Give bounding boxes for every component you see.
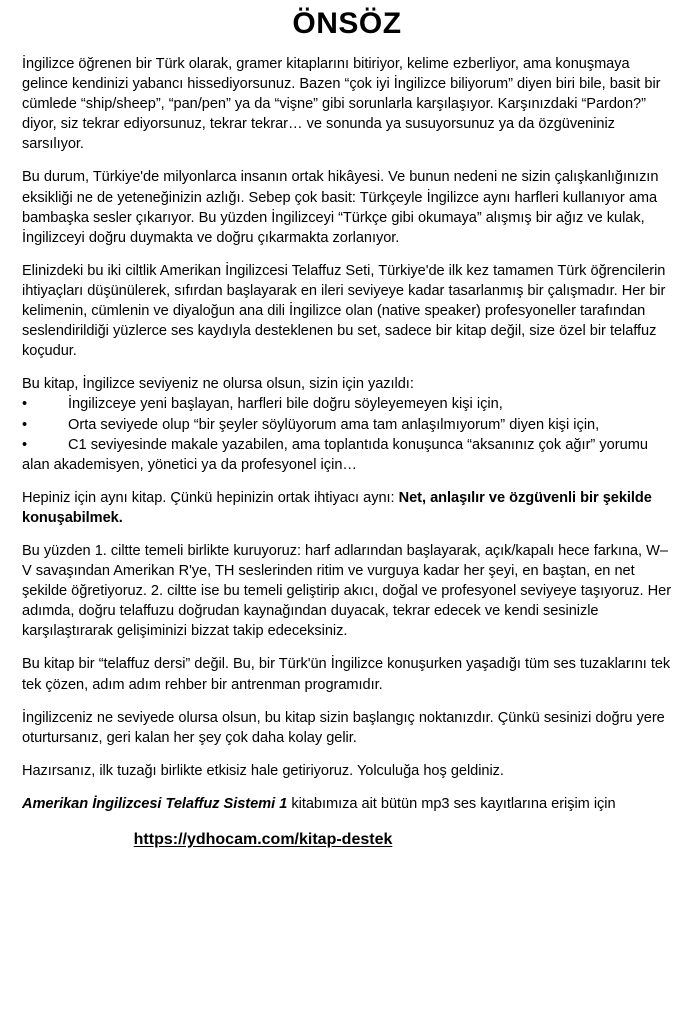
paragraph-not-a-lesson: Bu kitap bir “telaffuz dersi” değil. Bu, bir Türk'ün İngilizce konuşurken yaşadığı tüm ses tuzaklarını tek tek çözen, adım adım rehber bir antrenman programıdır. [22, 656, 671, 693]
audio-access-text: kitabımıza ait bütün mp3 ses kayıtlarına erişim için [287, 795, 616, 812]
list-item [22, 394, 672, 414]
paragraph-set-description: Elinizdeki bu iki ciltlik Amerikan İngilizcesi Telaffuz Seti, Türkiye'de ilk kez tamamen Türk öğrencilerin ihtiyaçları düşünülerek, sıfırdan başlayarak en ileri seviyeye kadar tasarlanmış bir çalışmadır. Her bir kelimenin, cümlenin ve diyaloğun ana dili İngilizce olan (native speaker) profesyoneller tarafından seslendirildiği yüzlerce ses kaydıyla desteklenen bu set, sadece bir kitap değil, size özel bir telaffuz koçudur. [22, 262, 666, 360]
list-item [22, 415, 672, 435]
bullet-icon: • [22, 416, 28, 433]
document-content [22, 0, 672, 867]
support-link-line [22, 829, 672, 851]
bullet-icon: • [22, 396, 28, 413]
paragraph-audience-lead: Bu kitap, İngilizce seviyeniz ne olursa olsun, sizin için yazıldı: [22, 376, 414, 393]
list-item-label: Orta seviyede olup “bir şeyler söylüyorum ama tam anlaşılmıyorum” diyen kişi için, [68, 416, 600, 433]
bullet-icon: • [22, 436, 28, 453]
paragraph-same-book-emphasis: Net, anlaşılır ve özgüvenli bir şekilde konuşabilmek. [22, 489, 652, 526]
paragraph-common-story: Bu durum, Türkiye'de milyonlarca insanın ortak hikâyesi. Ve bunun nedeni ne sizin çalışkanlığınızın eksikliği ne de yeteneğinizin azlığı. Sebep çok basit: Türkçeyle İngilizce aynı harfleri kullanıyor ama bambaşka sesler çıkarıyor. Bu yüzden İngilizceyi “Türkçe gibi okumaya” alışmış bir ağız ve kulak, İngilizceyi doğru duymakta ve doğru çıkarmakta zorlanıyor. [22, 169, 659, 246]
paragraph-welcome: Hazırsanız, ilk tuzağı birlikte etkisiz hale getiriyoruz. Yolculuğa hoş geldiniz. [22, 762, 504, 779]
list-item-label: C1 seviyesinde makale yazabilen, ama toplantıda konuşunca “aksanınız çok ağır” yorumu alan akademisyen, yönetici ya da profesyonel için… [22, 436, 649, 473]
paragraph-intro: İngilizce öğrenen bir Türk olarak, gramer kitaplarını bitiriyor, kelime ezberliyor, ama konuşmaya gelince kendinizi yabancı hissediyorsunuz. Bazen “çok iyi İngilizce biliyorum” diyen biri bile, basit bir cümlede “ship/sheep”, “pan/pen” ya da “vişne” gibi sorunlarla karşılaşıyor. Karşınızdaki “Pardon?” diyor, siz tekrar ediyorsunuz, tekrar tekrar… ve sonunda ya susuyorsunuz ya da özgüveniniz sarsılıyor. [22, 56, 661, 153]
support-link[interactable]: https://ydhocam.com/kitap-destek [133, 831, 393, 848]
page-title: ÖNSÖZ [292, 7, 402, 40]
paragraph-audio-access [22, 794, 672, 814]
list-item [22, 435, 672, 475]
audience-bullet-list [22, 394, 672, 474]
paragraph-volumes: Bu yüzden 1. ciltte temeli birlikte kuruyoruz: harf adlarından başlayarak, açık/kapalı hece farkına, W–V savaşından Amerikan R'ye, TH seslerinden ritim ve vurguya kadar her şeyi, en baştan, en net şekilde öğretiyoruz. 2. ciltte ise bu temeli geliştirip akıcı, doğal ve profesyonel seviyeye taşıyoruz. Her adımda, doğru telaffuzu doğrudan kaynağından duyacak, tekrar edecek ve kendi sesinizle karşılaştırarak gelişiminizi bizzat takip edeceksiniz. [22, 542, 672, 640]
paragraph-same-book [22, 488, 672, 528]
paragraph-starting-point: İngilizceniz ne seviyede olursa olsun, bu kitap sizin başlangıç noktanızdır. Çünkü sesinizi doğru yere oturtursanız, geri kalan her şey çok daha kolay gelir. [22, 709, 665, 746]
list-item-label: İngilizceye yeni başlayan, harfleri bile doğru söyleyemeyen kişi için, [68, 396, 503, 413]
paragraph-same-book-lead: Hepiniz için aynı kitap. Çünkü hepinizin ortak ihtiyacı aynı: [22, 489, 399, 506]
book-title-emphasis: Amerikan İngilizcesi Telaffuz Sistemi 1 [22, 795, 288, 812]
